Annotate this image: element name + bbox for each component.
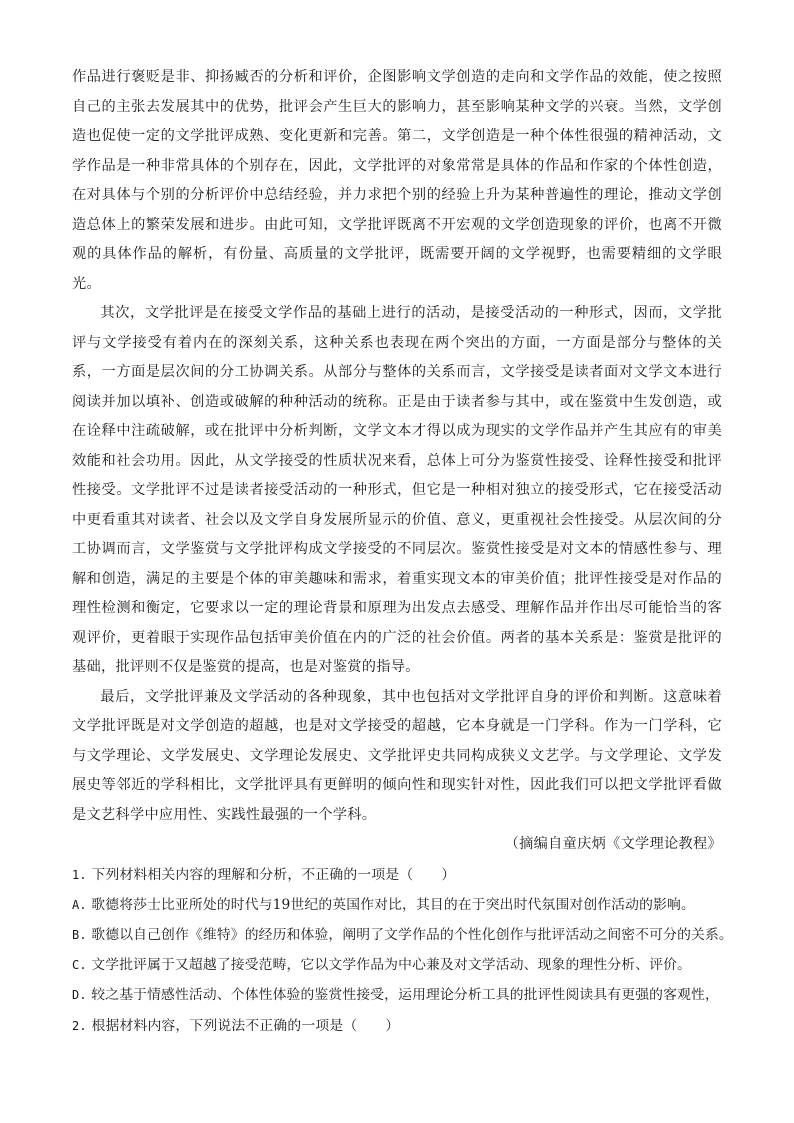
option-text: 歌德以自己创作《维特》的经历和体验，阐明了文学作品的个性化创作与批评活动之间密不可分的关系。 (91, 926, 733, 943)
document-page (72, 63, 733, 1041)
article-paragraph-3: 最后，文学批评兼及文学活动的各种现象，其中也包括对文学批评自身的评价和判断。这意味着文学批评既是对文学创造的超越，也是对文学接受的超越，它本身就是一门学科。作为一门学科，它与文学理论、文学发展史、文学理论发展史、文学批评史共同构成狭义文艺学。与文学理论、文学发展史等邻近的学科相比，文学批评具有更鲜明的倾向性和现实针对性，因此我们可以把文学批评看做是文艺科学中应用性、实践性最强的一个学科。 (72, 688, 722, 823)
option-letter: A. (72, 897, 87, 912)
option-text: 较之基于情感性活动、个体性体验的鉴赏性接受，运用理论分析工具的批评性阅读具有更强的客观性， (91, 987, 719, 1004)
option-letter: D. (72, 988, 87, 1003)
question-1 (72, 860, 722, 890)
option-b (72, 920, 733, 950)
source-citation: （摘编自童庆炳《文学理论教程》 (504, 836, 722, 852)
question-number: 2. (72, 1018, 87, 1033)
article-paragraph-2: 其次，文学批评是在接受文学作品的基础上进行的活动，是接受活动的一种形式，因而，文学批评与文学接受有着内在的深刻关系，这种关系也表现在两个突出的方面，一方面是部分与整体的关系，一方面是层次间的分工协调关系。从部分与整体的关系而言，文学接受是读者面对文学文本进行阅读并加以填补、创造或破解的种种活动的统称。正是由于读者参与其中，或在鉴赏中生发创造，或在诠释中注疏破解，或在批评中分析判断，文学文本才得以成为现实的文学作品并产生其应有的审美效能和社会功用。因此，从文学接受的性质状况来看，总体上可分为鉴赏性接受、诠释性接受和批评性接受。文学批评不过是读者接受活动的一种形式，但它是一种相对独立的接受形式，它在接受活动中更看重其对读者、社会以及文学自身发展所显示的价值、意义，更重视社会性接受。从层次间的分工协调而言，文学鉴赏与文学批评构成文学接受的不同层次。鉴赏性接受是对文本的情感性参与、理解和创造，满足的主要是个体的审美趣味和需求，着重实现文本的审美价值；批评性接受是对作品的理性检测和衡定，它要求以一定的理论背景和原理为出发点去感受、理解作品并作出尽可能恰当的客观评价，更着眼于实现作品包括审美价值在内的广泛的社会价值。两者的基本关系是：鉴赏是批评的基础，批评则不仅是鉴赏的提高，也是对鉴赏的指导。 (72, 305, 722, 675)
option-letter: C. (72, 958, 87, 973)
option-a (72, 890, 722, 920)
article-paragraph-1: 作品进行褒贬是非、抑扬臧否的分析和评价，企图影响文学创造的走向和文学作品的效能，使之按照自己的主张去发展其中的优势，批评会产生巨大的影响力，甚至影响某种文学的兴衰。当然，文学创造也促使一定的文学批评成熟、变化更新和完善。第二，文学创造是一种个体性很强的精神活动，文学作品是一种非常具体的个别存在，因此，文学批评的对象常常是具体的作品和作家的个体性创造，在对具体与个别的分析评价中总结经验，并力求把个别的经验上升为某种普遍性的理论，推动文学创造总体上的繁荣发展和进步。由此可知，文学批评既离不开宏观的文学创造现象的评价，也离不开微观的具体作品的解析，有份量、高质量的文学批评，既需要开阔的文学视野，也需要精细的文学眼光。 (72, 69, 722, 292)
option-c (72, 950, 722, 980)
option-d (72, 980, 722, 1010)
option-text: 歌德将莎士比亚所处的时代与19世纪的英国作对比，其目的在于突出时代氛围对创作活动的影响。 (91, 896, 695, 913)
question-stem: 下列材料相关内容的理解和分析，不正确的一项是（ ） (91, 866, 456, 883)
question-stem: 根据材料内容，下列说法不正确的一项是（ ） (91, 1017, 400, 1034)
question-2 (72, 1011, 722, 1041)
option-letter: B. (72, 927, 87, 942)
question-number: 1. (72, 867, 87, 882)
option-text: 文学批评属于又超越了接受范畴，它以文学作品为中心兼及对文学活动、现象的理性分析、评价。 (91, 957, 692, 974)
